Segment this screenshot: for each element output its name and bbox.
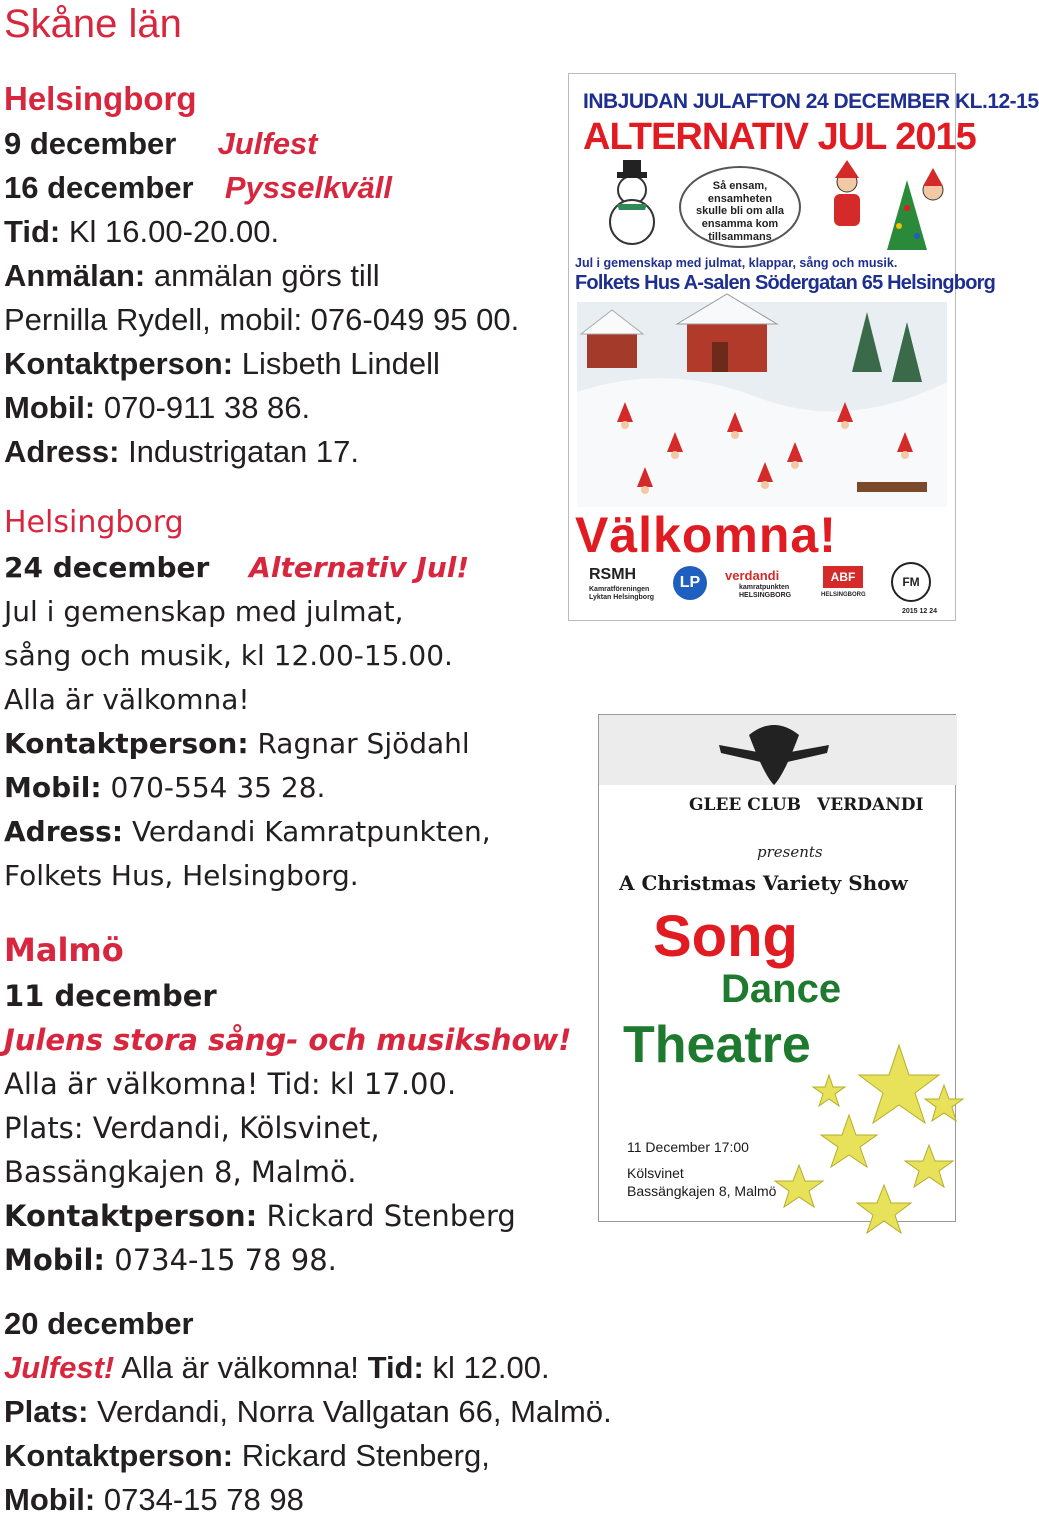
signup-label: Anmälan: <box>4 258 146 293</box>
contact-row <box>4 1440 490 1471</box>
mobile-label: Mobil: <box>4 1482 96 1517</box>
alternativ-jul-poster <box>568 73 1039 621</box>
place-line: Plats: Verdandi, Kölsvinet, <box>4 1111 380 1145</box>
mobile-row <box>4 392 310 423</box>
event-date-row <box>4 128 318 159</box>
speech-bubble <box>679 166 801 248</box>
address-value: Industrigatan 17. <box>128 434 360 469</box>
poster-presents: presents <box>757 843 823 861</box>
mobile-label: Mobil: <box>4 1243 106 1277</box>
event-name: Alternativ Jul! <box>249 551 470 584</box>
event-date: 9 december <box>4 126 177 161</box>
poster-info-date: 11 December 17:00 <box>627 1139 749 1155</box>
time-value: Kl 16.00-20.00. <box>68 214 280 249</box>
mobile-label: Mobil: <box>4 390 96 425</box>
address-label: Adress: <box>4 815 124 848</box>
page-title: Skåne län <box>4 2 182 46</box>
mobile-value: 0734-15 78 98 <box>103 1482 304 1517</box>
address-label: Adress: <box>4 434 120 469</box>
event-date: 20 december <box>4 1306 194 1341</box>
speech-bubble-text: Så ensam, ensamheten skulle bli om alla ensamma kom tillsammans <box>695 180 785 243</box>
signup-row <box>4 260 380 291</box>
welcome-text: Alla är välkomna! <box>4 683 250 716</box>
city-heading: Helsingborg <box>4 80 197 117</box>
contact-value: Rickard Stenberg, <box>241 1438 490 1473</box>
contact-label: Kontaktperson: <box>4 1438 234 1473</box>
contact-row <box>4 348 440 379</box>
signup-value: anmälan görs till <box>153 258 380 293</box>
rsmh-logo: RSMH <box>589 566 637 583</box>
sponsor-logos <box>589 562 939 612</box>
event-name: Pysselkväll <box>224 170 393 205</box>
event-name: Julens stora sång- och musikshow! <box>4 1023 572 1057</box>
event-date-row <box>4 172 392 203</box>
contact-row <box>4 1199 516 1233</box>
abf-logo-sub: HELSINGBORG <box>821 592 866 598</box>
contact-value: Ragnar Sjödahl <box>257 727 470 760</box>
time-label: Tid: <box>4 214 61 249</box>
rsmh-logo-sub: Kamratföreningen Lyktan Helsingborg <box>589 586 655 601</box>
event-name: Julfest! <box>4 1350 115 1385</box>
contact-label: Kontaktperson: <box>4 346 234 381</box>
event-date: 16 december <box>4 170 194 205</box>
contact-value: Lisbeth Lindell <box>241 346 440 381</box>
poster-song: Song <box>653 904 798 969</box>
time-row <box>4 216 279 247</box>
city-heading: Helsingborg <box>4 505 184 540</box>
poster-header: INBJUDAN JULAFTON 24 DECEMBER KL.12-15 <box>583 90 1039 113</box>
signup-value-cont: Pernilla Rydell, mobil: 076-049 95 00. <box>4 302 520 337</box>
contact-value: Rickard Stenberg <box>266 1199 516 1233</box>
place-label: Plats: <box>4 1394 89 1429</box>
contact-label: Kontaktperson: <box>4 1199 258 1233</box>
poster-dance: Dance <box>721 967 842 1011</box>
poster-subline: Jul i gemenskap med julmat, klappar, sång och musik. <box>575 256 898 270</box>
welcome-time: Alla är välkomna! Tid: kl 17.00. <box>4 1067 457 1101</box>
address-row <box>4 815 491 848</box>
contact-row <box>4 727 470 760</box>
mobile-row <box>4 771 326 804</box>
event-desc: Jul i gemenskap med julmat, <box>4 595 404 628</box>
poster-date-code: 2015 12 24 <box>901 608 937 615</box>
verdandi-logo-sub: kamratpunkten HELSINGBORG <box>739 584 792 599</box>
poster-show-title: A Christmas Variety Show <box>619 871 908 895</box>
address-row <box>4 436 359 467</box>
lp-logo: LP <box>673 566 707 600</box>
address-value: Verdandi Kamratpunkten, <box>131 815 491 848</box>
event-name: Julfest <box>217 126 318 161</box>
poster-address: Folkets Hus A-salen Södergatan 65 Helsingborg <box>575 272 996 294</box>
mobile-value: 0734-15 78 98. <box>114 1243 337 1277</box>
poster-title: ALTERNATIV JUL 2015 <box>583 116 976 158</box>
fm-logo: FM <box>891 562 931 602</box>
poster-club-name-2: VERDANDI <box>817 795 924 815</box>
mobile-row <box>4 1243 337 1277</box>
winter-gnomes-illustration <box>577 302 947 507</box>
place-row <box>4 1396 612 1427</box>
poster-info-address: Bassängkajen 8, Malmö <box>627 1183 777 1199</box>
poster-club-name: GLEE CLUB <box>689 795 802 815</box>
place-line: Bassängkajen 8, Malmö. <box>4 1155 357 1189</box>
abf-logo: ABF <box>823 566 863 588</box>
mobile-value: 070-911 38 86. <box>103 390 311 425</box>
time-label: Tid: <box>367 1350 424 1385</box>
time-value: kl 12.00. <box>432 1350 550 1385</box>
event-row <box>4 1352 550 1383</box>
event-date: 24 december <box>4 551 210 584</box>
poster-welcome: Välkomna! <box>575 507 837 563</box>
place-value: Verdandi, Norra Vallgatan 66, Malmö. <box>97 1394 612 1429</box>
welcome-text: Alla är välkomna! <box>121 1350 359 1385</box>
event-desc: sång och musik, kl 12.00-15.00. <box>4 639 453 672</box>
event-date-row <box>4 551 470 584</box>
mobile-label: Mobil: <box>4 771 102 804</box>
address-value-cont: Folkets Hus, Helsingborg. <box>4 859 359 892</box>
verdandi-logo: verdandi <box>725 568 780 583</box>
mobile-row <box>4 1484 304 1515</box>
christmas-variety-show-poster <box>598 714 956 1222</box>
poster-theatre: Theatre <box>623 1016 811 1074</box>
city-heading: Malmö <box>4 931 124 969</box>
mobile-value: 070-554 35 28. <box>110 771 326 804</box>
poster-info-venue: Kölsvinet <box>627 1165 684 1181</box>
event-date: 11 december <box>4 979 217 1013</box>
contact-label: Kontaktperson: <box>4 727 249 760</box>
